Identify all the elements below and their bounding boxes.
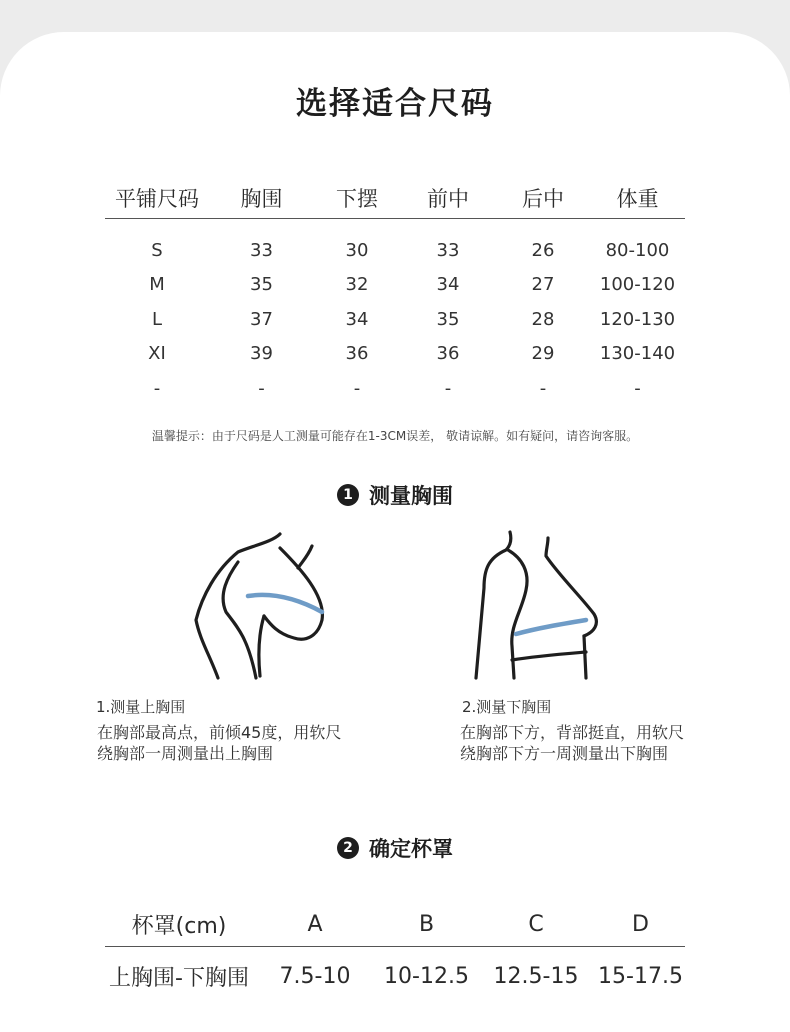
table-cell: 37	[250, 308, 273, 330]
table-cell: -	[444, 377, 452, 399]
table-cell: 80-100	[605, 239, 670, 261]
header-cell: C	[528, 911, 544, 937]
table-cell: 33	[436, 239, 460, 261]
header-cell: 胸围	[240, 187, 283, 211]
step2-title: 确定杯罩	[369, 837, 453, 861]
under-bust-caption-title: 2.测量下胸围	[462, 698, 552, 716]
table-cell: 120-130	[599, 308, 676, 330]
table-cell: 28	[531, 308, 555, 330]
table-cell: -	[634, 377, 641, 399]
caption-line: 绕胸部一周测量出上胸围	[97, 744, 274, 763]
table-row	[105, 233, 685, 268]
cup-table-header	[105, 902, 685, 947]
table-cell: 100-120	[599, 274, 676, 296]
header-cell: 前中	[427, 187, 469, 211]
size-note: 温馨提示：由于尺码是人工测量可能存在1-3CM误差， 敬请谅解。如有疑问，请咨询客服。	[151, 429, 639, 443]
table-cell: 39	[250, 343, 273, 365]
table-cell: -	[153, 377, 161, 399]
under-bust-figure-icon	[466, 528, 616, 682]
table-cell: -	[258, 377, 265, 399]
table-cell: S	[151, 239, 163, 261]
step2-number-badge: 2	[337, 837, 359, 859]
table-cell: 130-140	[599, 343, 676, 365]
table-cell: 36	[345, 343, 369, 365]
upper-bust-caption-body	[97, 722, 341, 764]
header-cell: D	[632, 911, 649, 937]
header-cell: 平铺尺码	[115, 187, 199, 211]
content-card	[0, 32, 790, 1032]
caption-line: 绕胸部下方一周测量出下胸围	[460, 744, 669, 763]
table-cell: 29	[531, 343, 555, 365]
caption-line: 在胸部下方，背部挺直，用软尺	[460, 723, 685, 742]
table-row	[105, 302, 685, 337]
table-cell: 35	[436, 308, 460, 330]
table-cell: 36	[436, 343, 460, 365]
table-row	[105, 947, 685, 1005]
under-bust-caption-body	[460, 722, 684, 764]
table-cell: -	[539, 377, 547, 399]
table-row	[105, 268, 685, 303]
table-cell: 32	[345, 274, 369, 296]
header-cell: B	[418, 911, 435, 937]
table-cell: 10-12.5	[384, 963, 469, 989]
table-cell: 15-17.5	[598, 963, 683, 989]
table-cell: M	[149, 274, 165, 296]
table-cell: L	[151, 308, 163, 330]
step1-heading	[0, 480, 790, 510]
table-row	[105, 371, 685, 406]
table-cell: 26	[531, 239, 555, 261]
page-title: 选择适合尺码	[296, 86, 494, 122]
table-cell: 34	[436, 274, 460, 296]
step2-heading	[0, 833, 790, 863]
table-cell: 27	[531, 274, 555, 296]
table-cell: 30	[345, 239, 369, 261]
upper-bust-caption-title: 1.测量上胸围	[96, 698, 186, 716]
table-row	[105, 337, 685, 372]
table-cell: 34	[345, 308, 369, 330]
table-cell: -	[353, 377, 361, 399]
header-cell: 下摆	[336, 187, 378, 211]
table-cell: XI	[148, 343, 166, 365]
header-cell: 杯罩(cm)	[131, 913, 227, 939]
size-table	[105, 178, 685, 406]
table-cell: 上胸围-下胸围	[109, 965, 249, 991]
table-cell: 12.5-15	[493, 963, 579, 989]
size-table-header	[105, 178, 685, 219]
table-cell: 7.5-10	[279, 963, 351, 989]
header-cell: A	[307, 911, 323, 937]
header-cell: 体重	[616, 187, 659, 211]
table-cell: 35	[250, 274, 273, 296]
table-cell: 33	[250, 239, 273, 261]
caption-line: 在胸部最高点，前倾45度，用软尺	[97, 723, 342, 742]
step1-number-badge: 1	[337, 484, 359, 506]
header-cell: 后中	[522, 187, 564, 211]
upper-bust-figure-icon	[188, 528, 338, 682]
step1-title: 测量胸围	[369, 484, 453, 508]
cup-table	[105, 902, 685, 1005]
